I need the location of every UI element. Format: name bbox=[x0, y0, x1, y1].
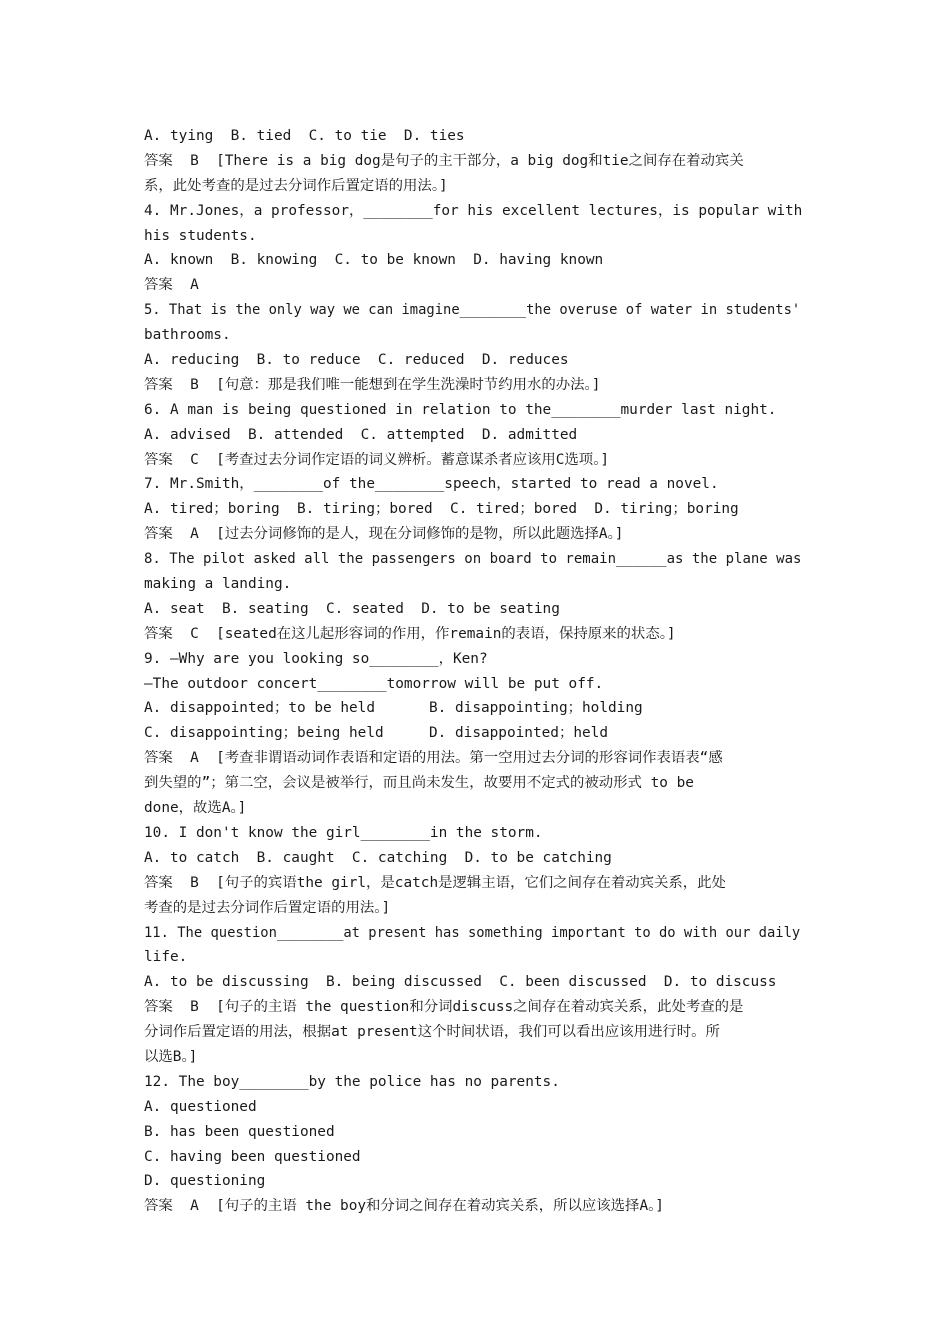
q7-options: A. tired；boring B. tiring；bored C. tired；bored D. tiring；boring bbox=[144, 501, 739, 518]
q10-question: 10. I don't know the girl________in the storm. bbox=[144, 824, 543, 841]
q9-option-a: A. disappointed；to be held bbox=[144, 700, 375, 717]
q8-answer: 答案 C [seated在这儿起形容词的作用，作remain的表语，保持原来的状态。] bbox=[144, 625, 676, 642]
q10-answer-line-1: 答案 B [句子的宾语the girl，是catch是逻辑主语，它们之间存在着动宾关系，此处 bbox=[144, 874, 726, 891]
q3-answer-line-1: 答案 B [There is a big dog是句子的主干部分，a big dog和tie之间存在着动宾关 bbox=[144, 152, 744, 169]
q11-question-line-2: life. bbox=[144, 949, 188, 966]
q8-question-line-1: 8. The pilot asked all the passengers on board to remain______as the plane was bbox=[144, 551, 802, 568]
q9-option-c: C. disappointing；being held bbox=[144, 725, 384, 742]
document-body bbox=[144, 124, 808, 1219]
q9-question-line-1: 9. —Why are you looking so________，Ken? bbox=[144, 650, 488, 667]
q12-option-b: B. has been questioned bbox=[144, 1123, 335, 1140]
q9-option-b: B. disappointing；holding bbox=[429, 700, 643, 717]
q5-answer: 答案 B [句意：那是我们唯一能想到在学生洗澡时节约用水的办法。] bbox=[144, 376, 601, 393]
q9-answer-line-3: done，故选A。] bbox=[144, 800, 247, 817]
q6-question: 6. A man is being questioned in relation to the________murder last night. bbox=[144, 401, 777, 418]
q6-answer: 答案 C [考查过去分词作定语的词义辨析。蓄意谋杀者应该用C选项。] bbox=[144, 451, 610, 468]
q12-answer: 答案 A [句子的主语 the boy和分词之间存在着动宾关系，所以应该选择A。] bbox=[144, 1198, 664, 1215]
q4-question-line-2: his students. bbox=[144, 227, 257, 244]
q11-question-line-1: 11. The question________at present has something important to do with our daily bbox=[144, 924, 801, 941]
q9-answer-line-1: 答案 A [考查非谓语动词作表语和定语的用法。第一空用过去分词的形容词作表语表“感 bbox=[144, 750, 723, 767]
q8-question-line-2: making a landing. bbox=[144, 576, 292, 593]
q3-options: A. tying B. tied C. to tie D. ties bbox=[144, 128, 465, 144]
q10-options: A. to catch B. caught C. catching D. to be catching bbox=[144, 849, 612, 866]
q10-answer-line-2: 考查的是过去分词作后置定语的用法。] bbox=[144, 899, 391, 916]
q11-answer-line-2: 分词作后置定语的用法，根据at present这个时间状语，我们可以看出应该用进行时。所 bbox=[144, 1024, 720, 1041]
q5-question-line-1: 5. That is the only way we can imagine________the overuse of water in students' bbox=[144, 302, 801, 319]
q11-answer-line-1: 答案 B [句子的主语 the question和分词discuss之间存在着动宾关系，此处考查的是 bbox=[144, 999, 744, 1016]
q4-options: A. known B. knowing C. to be known D. having known bbox=[144, 252, 604, 269]
q3-answer-line-2: 系，此处考查的是过去分词作后置定语的用法。] bbox=[144, 177, 448, 194]
q9-options-row-1 bbox=[144, 696, 808, 721]
q12-option-a: A. questioned bbox=[144, 1098, 257, 1115]
q8-options: A. seat B. seating C. seated D. to be seating bbox=[144, 600, 560, 617]
q7-answer: 答案 A [过去分词修饰的是人，现在分词修饰的是物，所以此题选择A。] bbox=[144, 526, 624, 543]
q12-option-c: C. having been questioned bbox=[144, 1148, 361, 1165]
q12-question: 12. The boy________by the police has no parents. bbox=[144, 1073, 560, 1090]
q9-answer-line-2: 到失望的”；第二空，会议是被举行，而且尚未发生，故要用不定式的被动形式 to be bbox=[144, 775, 694, 792]
q12-option-d: D. questioning bbox=[144, 1173, 266, 1190]
q5-question-line-2: bathrooms. bbox=[144, 327, 231, 344]
q7-question: 7. Mr.Smith，________of the________speech，started to read a novel. bbox=[144, 476, 719, 493]
q11-options: A. to be discussing B. being discussed C. been discussed D. to discuss bbox=[144, 974, 777, 991]
q6-options: A. advised B. attended C. attempted D. admitted bbox=[144, 426, 578, 443]
q9-question-line-2: —The outdoor concert________tomorrow will be put off. bbox=[144, 675, 604, 692]
q4-answer: 答案 A bbox=[144, 277, 199, 294]
q9-option-d: D. disappointed；held bbox=[429, 725, 609, 742]
q4-question-line-1: 4. Mr.Jones，a professor，________for his excellent lectures，is popular with bbox=[144, 202, 803, 219]
q5-options: A. reducing B. to reduce C. reduced D. reduces bbox=[144, 352, 569, 369]
q11-answer-line-3: 以选B。] bbox=[144, 1048, 198, 1065]
q9-options-row-2 bbox=[144, 721, 808, 746]
